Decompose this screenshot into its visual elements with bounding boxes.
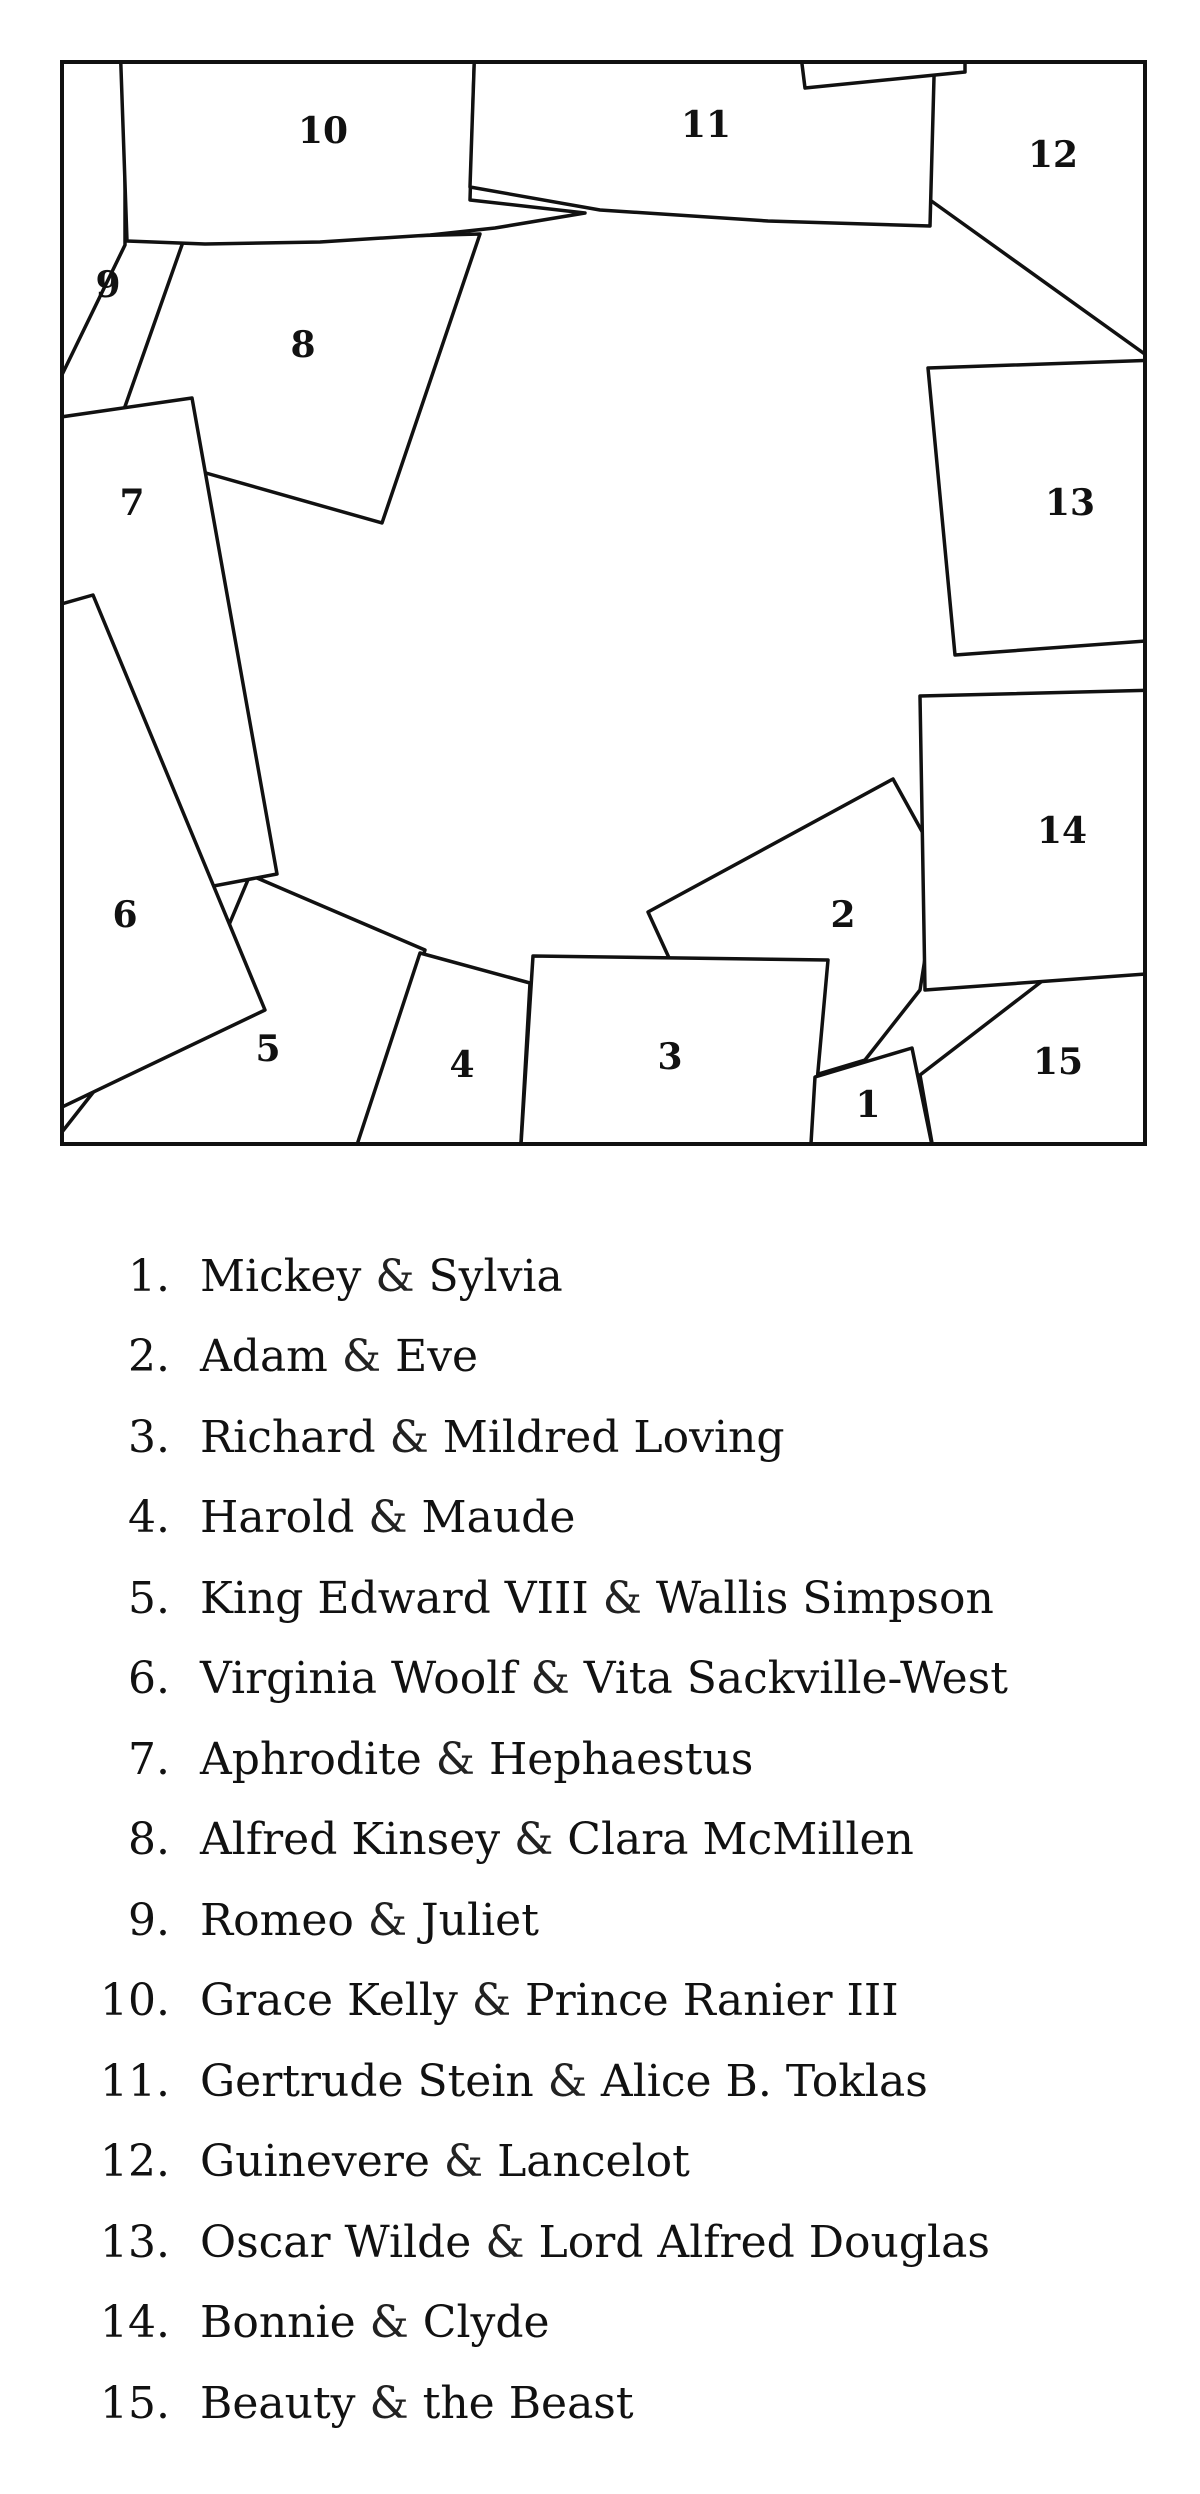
- legend-ampersand: &: [485, 2216, 525, 2268]
- legend-second-name: Eve: [395, 1331, 479, 1383]
- legend-text: [200, 2217, 990, 2268]
- legend-number: 10.: [100, 1975, 170, 2027]
- legend-number: 13.: [100, 2216, 170, 2268]
- region-label-10: 10: [297, 110, 349, 152]
- region-shapes: [40, 40, 1160, 1160]
- legend-ampersand: &: [530, 1653, 570, 1705]
- legend-text: [200, 1492, 575, 1543]
- legend-text: [200, 1251, 563, 1302]
- legend-second-name: Clyde: [422, 2297, 550, 2349]
- legend-item-6: [90, 1639, 1008, 1720]
- region-label-2: 2: [830, 894, 856, 936]
- legend-second-name: Clara McMillen: [567, 1814, 914, 1866]
- legend-item-13: [90, 2202, 1008, 2283]
- legend-number: 9.: [128, 1894, 170, 1946]
- legend-second-name: Juliet: [421, 1894, 539, 1946]
- legend-second-name: Lord Alfred Douglas: [538, 2216, 990, 2268]
- legend-item-7: [90, 1719, 1008, 1800]
- legend-item-9: [90, 1880, 1008, 1961]
- legend-first-name: Mickey: [200, 1250, 362, 1302]
- legend-first-name: Guinevere: [200, 2136, 430, 2188]
- legend-text: [200, 2136, 690, 2187]
- legend-ampersand: &: [471, 1975, 511, 2027]
- legend-ampersand: &: [368, 1492, 408, 1544]
- legend-number: 2.: [128, 1331, 170, 1383]
- legend-first-name: Oscar Wilde: [200, 2216, 472, 2268]
- legend-item-5: [90, 1558, 1008, 1639]
- legend-item-10: [90, 1961, 1008, 2042]
- legend-number: 14.: [100, 2297, 170, 2349]
- region-label-11: 11: [680, 104, 732, 146]
- legend-text: [200, 1734, 753, 1785]
- legend-number: 6.: [128, 1653, 170, 1705]
- legend-first-name: Virginia Woolf: [200, 1653, 517, 1705]
- legend-first-name: Aphrodite: [200, 1733, 422, 1785]
- legend-second-name: Wallis Simpson: [655, 1572, 994, 1624]
- legend-number: 11.: [100, 2055, 170, 2107]
- region-label-9: 9: [95, 264, 121, 306]
- couples-diagram: [0, 0, 1200, 1160]
- region-label-15: 15: [1032, 1041, 1084, 1083]
- legend-ampersand: &: [443, 2136, 484, 2188]
- legend-item-4: [90, 1478, 1008, 1559]
- legend-first-name: Romeo: [200, 1894, 354, 1946]
- legend-number: 5.: [128, 1572, 170, 1624]
- legend-number: 7.: [128, 1733, 170, 1785]
- legend-first-name: Harold: [200, 1492, 355, 1544]
- legend-text: [200, 1814, 914, 1865]
- legend-item-1: [90, 1236, 1008, 1317]
- legend-ampersand: &: [369, 2297, 409, 2349]
- legend-second-name: Lancelot: [497, 2136, 690, 2188]
- legend-first-name: King Edward VIII: [200, 1572, 589, 1624]
- legend-second-name: Hephaestus: [488, 1733, 754, 1785]
- legend-first-name: Beauty: [200, 2377, 356, 2429]
- legend-number: 1.: [128, 1250, 170, 1302]
- legend-number: 4.: [128, 1492, 170, 1544]
- legend-item-14: [90, 2283, 1008, 2364]
- legend-number: 8.: [128, 1814, 170, 1866]
- legend-item-15: [90, 2363, 1008, 2444]
- legend-text: [200, 2056, 928, 2107]
- legend-second-name: Prince Ranier III: [524, 1975, 899, 2027]
- legend-ampersand: &: [547, 2055, 587, 2107]
- legend-number: 3.: [128, 1411, 170, 1463]
- region-label-5: 5: [255, 1028, 281, 1070]
- legend-second-name: Alice B. Toklas: [600, 2055, 928, 2107]
- legend-ampersand: &: [389, 1411, 429, 1463]
- legend-text: [200, 1653, 1008, 1704]
- legend-text: [200, 2378, 634, 2429]
- legend-ampersand: &: [341, 1331, 382, 1383]
- legend-item-12: [90, 2122, 1008, 2203]
- region-label-12: 12: [1027, 134, 1079, 176]
- region-label-4: 4: [449, 1044, 475, 1086]
- legend-second-name: Mildred Loving: [442, 1411, 785, 1463]
- legend-first-name: Gertrude Stein: [200, 2055, 534, 2107]
- legend-first-name: Bonnie: [200, 2297, 356, 2349]
- legend-ampersand: &: [602, 1572, 642, 1624]
- legend-text: [200, 1975, 899, 2026]
- legend-second-name: Vita Sackville-West: [583, 1653, 1008, 1705]
- legend-ampersand: &: [375, 1250, 415, 1302]
- legend-second-name: Sylvia: [428, 1250, 563, 1302]
- legend-second-name: the Beast: [422, 2377, 634, 2429]
- region-label-8: 8: [290, 324, 316, 366]
- region-label-14: 14: [1036, 810, 1088, 852]
- legend-text: [200, 1412, 785, 1463]
- region-label-1: 1: [855, 1084, 881, 1126]
- region-label-6: 6: [112, 894, 138, 936]
- region-label-7: 7: [119, 482, 145, 524]
- region-shape-12: [900, 40, 1160, 365]
- region-shape-9: [40, 40, 125, 420]
- legend-item-11: [90, 2041, 1008, 2122]
- legend-list: [90, 1236, 1008, 2444]
- legend-first-name: Grace Kelly: [200, 1975, 458, 2027]
- region-label-13: 13: [1044, 482, 1096, 524]
- legend-ampersand: &: [367, 1894, 408, 1946]
- legend-first-name: Alfred Kinsey: [200, 1814, 501, 1866]
- legend-item-3: [90, 1397, 1008, 1478]
- legend-number: 15.: [100, 2377, 170, 2429]
- legend-ampersand: &: [369, 2377, 409, 2429]
- legend-item-2: [90, 1317, 1008, 1398]
- legend-text: [200, 1895, 539, 1946]
- legend-ampersand: &: [514, 1814, 554, 1866]
- legend-first-name: Richard: [200, 1411, 376, 1463]
- legend-text: [200, 2297, 550, 2348]
- region-label-3: 3: [657, 1036, 683, 1078]
- legend-first-name: Adam: [200, 1331, 328, 1383]
- legend-item-8: [90, 1800, 1008, 1881]
- legend-number: 12.: [100, 2136, 170, 2188]
- legend-text: [200, 1331, 478, 1382]
- legend-ampersand: &: [435, 1733, 475, 1785]
- legend-second-name: Maude: [421, 1492, 576, 1544]
- legend-text: [200, 1573, 994, 1624]
